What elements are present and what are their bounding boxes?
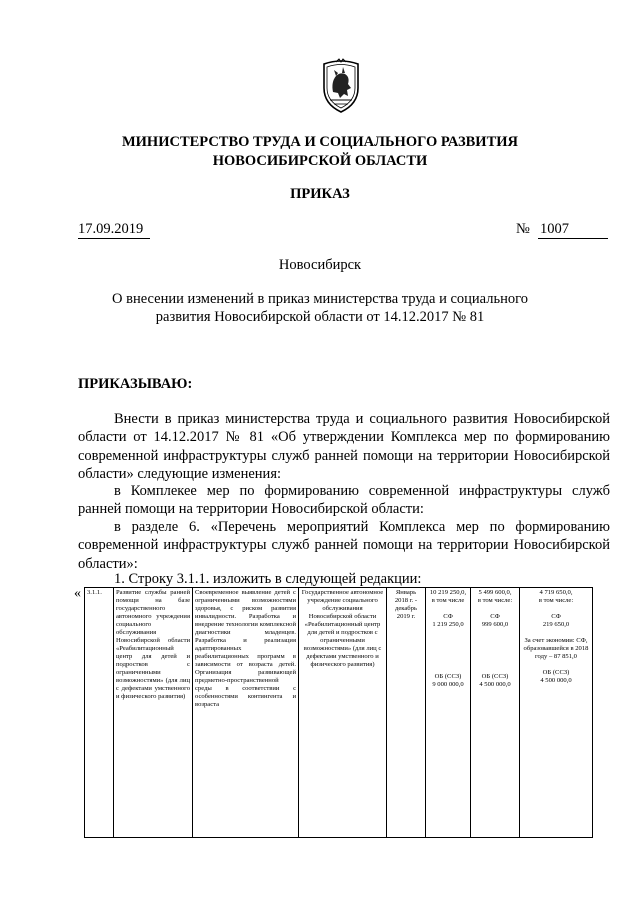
coat-of-arms-emblem (318, 58, 364, 114)
total-ob-label: ОБ (ССЗ) (434, 673, 462, 680)
y2018-sf: 999 600,0 (481, 621, 509, 628)
paragraph-4: 1. Строку 3.1.1. изложить в следующей редакции: (114, 571, 422, 587)
y2019-ob: 4 500 000,0 (540, 677, 572, 684)
y2018-sf-label: СФ (490, 613, 500, 620)
number-sign: № (516, 221, 530, 237)
document-date: 17.09.2019 (78, 220, 150, 239)
y2019-ob-label: ОБ (ССЗ) (542, 669, 570, 676)
y2019-sf-label: СФ (551, 613, 561, 620)
ministry-name-line2: НОВОСИБИРСКОЙ ОБЛАСТИ (212, 153, 428, 169)
row-number: 3.1.1. (85, 588, 114, 838)
paragraph-1: Внести в приказ министерства труда и социального развития Новосибирской области от 14.12.2017 № 81 «Об утверждении Комплекса мер по формированию современной инфраструктуры служб ранней помощи на территории Новосибирской области» следующие изменения: (78, 411, 610, 483)
ministry-name (0, 133, 640, 171)
opening-quote: « (74, 586, 81, 601)
document-subject (110, 290, 530, 326)
y2019-economy: За счет экономии: СФ, образовавшейся в 2018 году – 87 851,0 (523, 637, 589, 660)
y2018-ob: 4 500 000,0 (479, 681, 511, 688)
y2019-sum: 4 719 650,0, (539, 589, 573, 596)
subject-line1: О внесении изменений в приказ министерства труда и социального (112, 291, 528, 307)
subject-line2: развития Новосибирской области от 14.12.2017 № 81 (155, 309, 485, 325)
document-type: ПРИКАЗ (290, 186, 350, 202)
total-incl: в том числе (431, 597, 465, 604)
document-number: 1007 (538, 220, 608, 239)
order-word: ПРИКАЗЫВАЮ: (78, 376, 193, 392)
measure-content: Своевременное выявление детей с ограниченными возможностями здоровья, с риском развития инвалидности. Разработка и внедрение технологии комплексной диагностики младенцев. Разработка и реализация адаптированных реабилитационных программ в зависимости от возраста детей. Организация развивающей предметно-пространственной среды в соответствии с особенностями контингента и возраста (193, 588, 299, 838)
total-sf-label: СФ (443, 613, 453, 620)
paragraph-3: в разделе 6. «Перечень мероприятий Комплекса мер по формированию современной инфраструктуры служб ранней помощи на территории Новосибирской области»: (78, 519, 610, 572)
executor: Государственное автономное учреждение социального обслуживания Новосибирской области «Реабилитационный центр для детей и подростков с ограниченными возможностями» (для лиц с дефектами умственного и физического развития) (299, 588, 387, 838)
y2019-incl: в том числе: (538, 597, 574, 604)
y2018-sum: 5 499 600,0, (478, 589, 512, 596)
ministry-name-line1: МИНИСТЕРСТВО ТРУДА И СОЦИАЛЬНОГО РАЗВИТИЯ (121, 134, 519, 150)
total-ob: 9 000 000,0 (432, 681, 464, 688)
funding-2018 (471, 588, 520, 838)
period: Январь 2018 г. - декабрь 2019 г. (387, 588, 426, 838)
y2018-ob-label: ОБ (ССЗ) (481, 673, 509, 680)
table-row (85, 588, 593, 838)
total-sf: 1 219 250,0 (432, 621, 464, 628)
funding-total (426, 588, 471, 838)
city: Новосибирск (278, 257, 362, 273)
funding-2019 (520, 588, 593, 838)
paragraph-2: в Комплекее мер по формированию современной инфраструктуры служб ранней помощи на территории Новосибирской области: (78, 483, 610, 518)
measures-table (84, 587, 593, 838)
y2018-incl: в том числе: (477, 597, 513, 604)
y2019-sf: 219 650,0 (542, 621, 570, 628)
total-sum: 10 219 250,0, (429, 589, 467, 596)
measure-name: Развитие службы ранней помощи на базе государственного автономного учреждения социального обслуживания Новосибирской области «Реабилитационный центр для детей и подростков с ограниченными возможностями» (для лиц с дефектами умственного и физического развития) (114, 588, 193, 838)
